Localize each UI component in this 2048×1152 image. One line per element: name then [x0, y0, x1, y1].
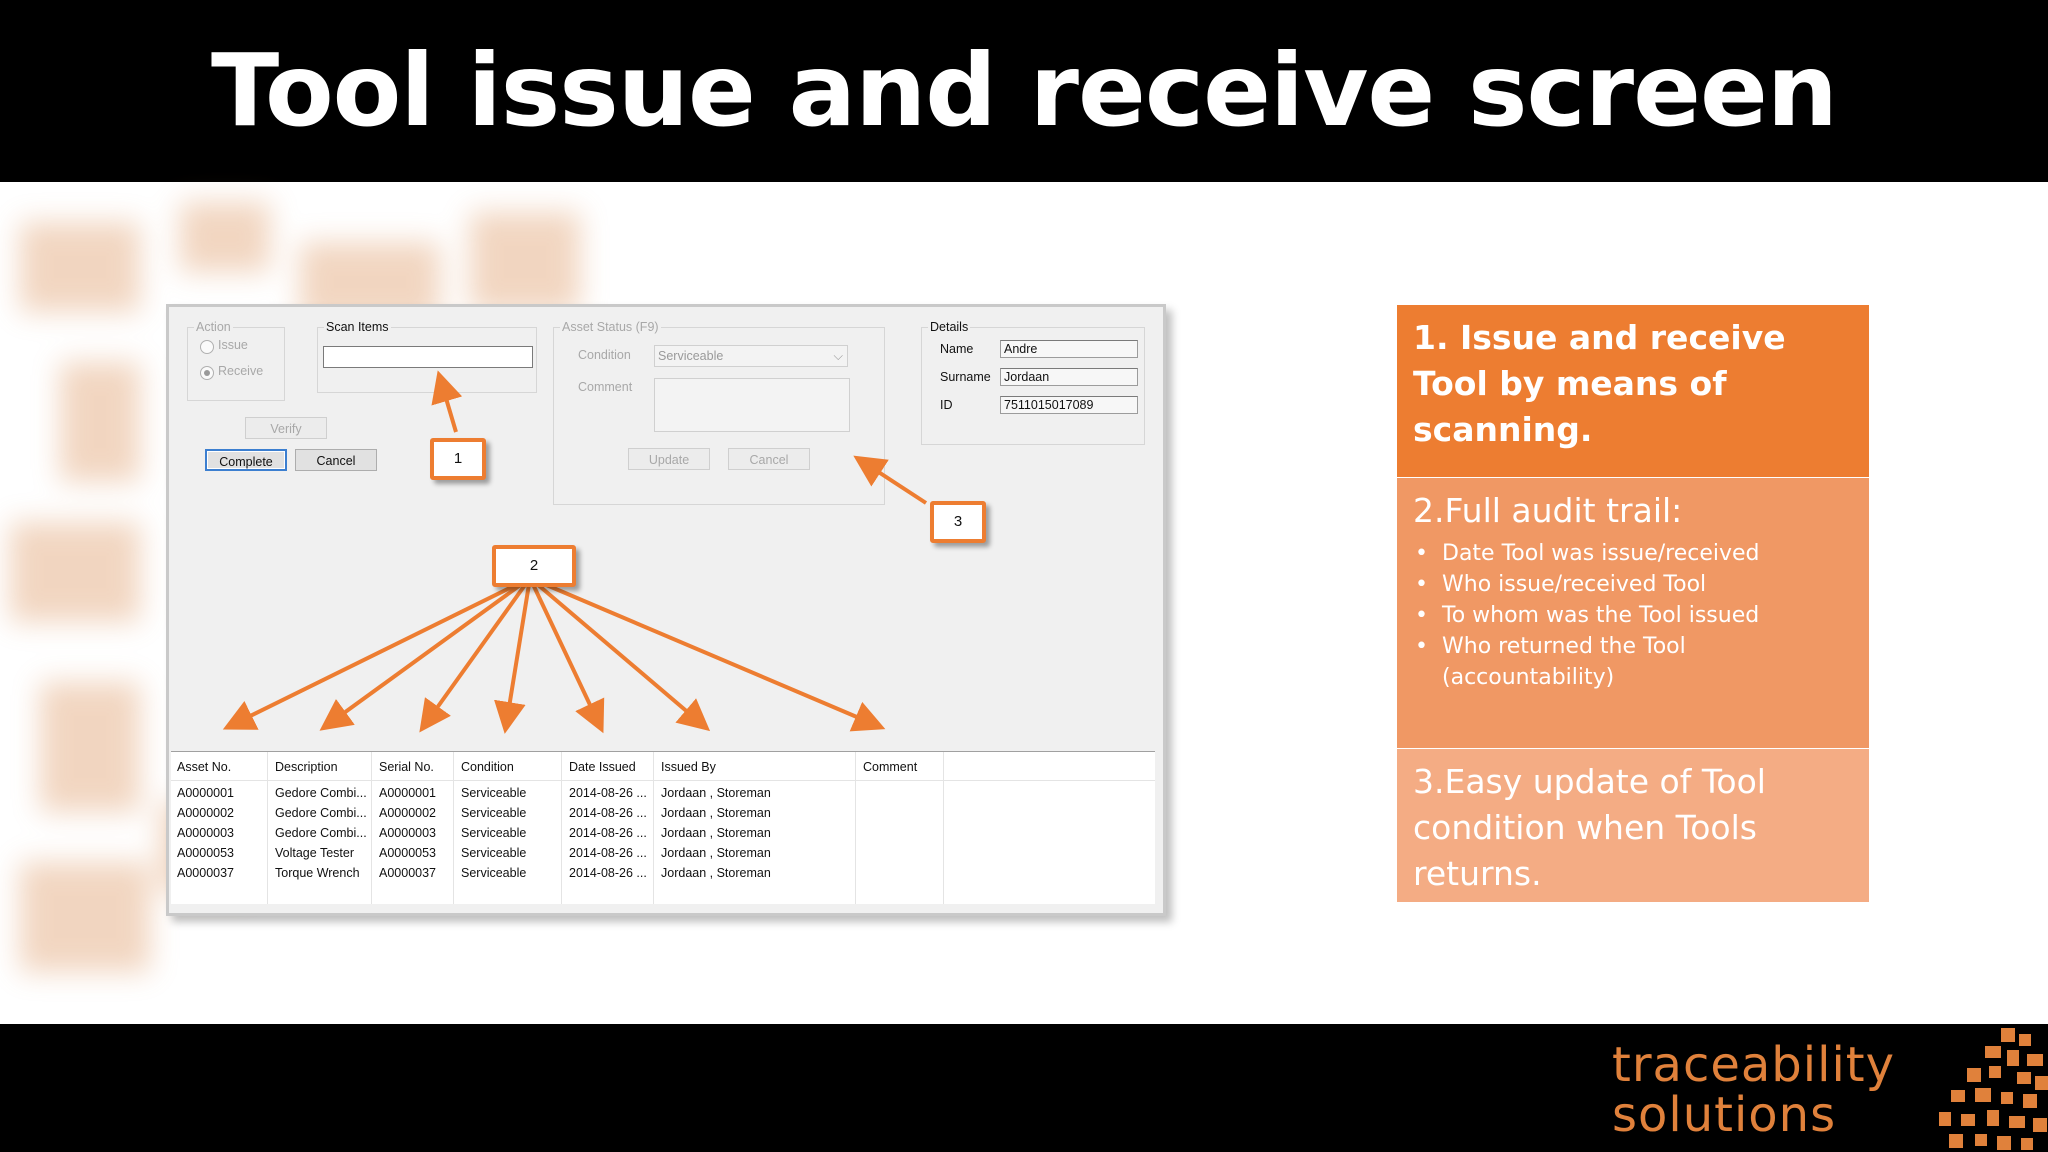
condition-select-value: Serviceable — [658, 349, 724, 363]
arrow-to-asset-no — [230, 578, 530, 726]
issue-radio-label: Issue — [218, 338, 248, 352]
column-header-comment[interactable]: Comment — [863, 760, 918, 774]
arrow-to-date-issued — [530, 578, 600, 726]
slide-title: Tool issue and receive screen — [211, 32, 1837, 149]
feature-panel-1 — [1397, 305, 1869, 477]
cell-asset-no: A0000053 — [177, 846, 235, 860]
logo-mark-icon — [1905, 1024, 2048, 1152]
cell-serial-no: A0000003 — [379, 826, 437, 840]
asset-cancel-button[interactable]: Cancel — [728, 448, 810, 470]
id-label: ID — [940, 398, 953, 412]
receive-radio-label: Receive — [218, 364, 264, 378]
arrow-to-description — [326, 578, 530, 726]
cell-description: Gedore Combi... — [275, 806, 367, 820]
arrow-to-issued-by — [530, 578, 704, 726]
cell-issued-by: Jordaan , Storeman — [661, 866, 771, 880]
cell-description: Gedore Combi... — [275, 786, 367, 800]
logo-line-1: traceability — [1612, 1037, 1896, 1093]
column-header-issued-by[interactable]: Issued By — [661, 760, 716, 774]
cell-description: Torque Wrench — [275, 866, 360, 880]
cell-asset-no: A0000037 — [177, 866, 235, 880]
logo-line-2: solutions — [1612, 1087, 1837, 1143]
cell-asset-no: A0000001 — [177, 786, 235, 800]
column-header-condition[interactable]: Condition — [461, 760, 514, 774]
id-field: 7511015017089 — [1000, 396, 1138, 414]
cell-date-issued: 2014-08-26 ... — [569, 846, 647, 860]
list-item: • Date Tool was issue/received — [1413, 538, 1853, 569]
cell-serial-no: A0000002 — [379, 806, 437, 820]
cell-serial-no: A0000037 — [379, 866, 437, 880]
cell-issued-by: Jordaan , Storeman — [661, 846, 771, 860]
cell-asset-no: A0000002 — [177, 806, 235, 820]
cell-issued-by: Jordaan , Storeman — [661, 806, 771, 820]
callout-3: 3 — [930, 501, 986, 543]
cancel-button[interactable]: Cancel — [295, 449, 377, 471]
cell-condition: Serviceable — [461, 866, 527, 880]
audit-trail-list — [1413, 538, 1853, 693]
feature-2-title: 2.Full audit trail: — [1413, 491, 1683, 530]
list-item: • Who returned the Tool (accountability) — [1413, 631, 1853, 693]
cell-date-issued: 2014-08-26 ... — [569, 786, 647, 800]
company-logo-text — [1612, 1037, 1912, 1143]
column-header-asset-no[interactable]: Asset No. — [177, 760, 232, 774]
callout-1: 1 — [430, 438, 486, 480]
cell-condition: Serviceable — [461, 826, 527, 840]
list-item: • Who issue/received Tool — [1413, 569, 1853, 600]
callout-2: 2 — [492, 545, 576, 587]
cell-date-issued: 2014-08-26 ... — [569, 806, 647, 820]
arrow-to-scan-items — [440, 378, 456, 432]
cell-serial-no: A0000001 — [379, 786, 437, 800]
surname-label: Surname — [940, 370, 991, 384]
arrow-to-condition — [506, 578, 530, 726]
arrow-to-asset-status — [860, 460, 926, 503]
condition-label: Condition — [578, 348, 631, 362]
comment-label: Comment — [578, 380, 633, 394]
update-button[interactable]: Update — [628, 448, 710, 470]
cell-date-issued: 2014-08-26 ... — [569, 866, 647, 880]
name-label: Name — [940, 342, 974, 356]
arrow-to-serial-no — [424, 578, 530, 726]
action-group-label: Action — [196, 320, 231, 334]
list-item: • To whom was the Tool issued — [1413, 600, 1853, 631]
feature-1-title: 1. Issue and receive Tool by means of scanning. — [1413, 318, 1786, 449]
column-header-serial-no[interactable]: Serial No. — [379, 760, 434, 774]
feature-panel-3 — [1397, 749, 1869, 902]
complete-button[interactable]: Complete — [205, 449, 287, 471]
name-field: Andre — [1000, 340, 1138, 358]
chevron-down-icon: ⌵ — [833, 349, 843, 363]
cell-date-issued: 2014-08-26 ... — [569, 826, 647, 840]
details-label: Details — [930, 320, 969, 334]
cell-condition: Serviceable — [461, 786, 527, 800]
cell-issued-by: Jordaan , Storeman — [661, 786, 771, 800]
asset-status-label: Asset Status (F9) — [562, 320, 659, 334]
surname-field: Jordaan — [1000, 368, 1138, 386]
cell-asset-no: A0000003 — [177, 826, 235, 840]
column-header-date-issued[interactable]: Date Issued — [569, 760, 636, 774]
scan-items-label: Scan Items — [326, 320, 389, 334]
feature-panel-2 — [1397, 478, 1869, 748]
cell-issued-by: Jordaan , Storeman — [661, 826, 771, 840]
cell-serial-no: A0000053 — [379, 846, 437, 860]
cell-condition: Serviceable — [461, 806, 527, 820]
cell-description: Voltage Tester — [275, 846, 354, 860]
column-header-description[interactable]: Description — [275, 760, 338, 774]
cell-condition: Serviceable — [461, 846, 527, 860]
verify-button[interactable]: Verify — [245, 417, 327, 439]
cell-description: Gedore Combi... — [275, 826, 367, 840]
feature-3-title: 3.Easy update of Tool condition when Tools returns. — [1413, 762, 1766, 893]
arrow-to-comment — [530, 578, 878, 726]
